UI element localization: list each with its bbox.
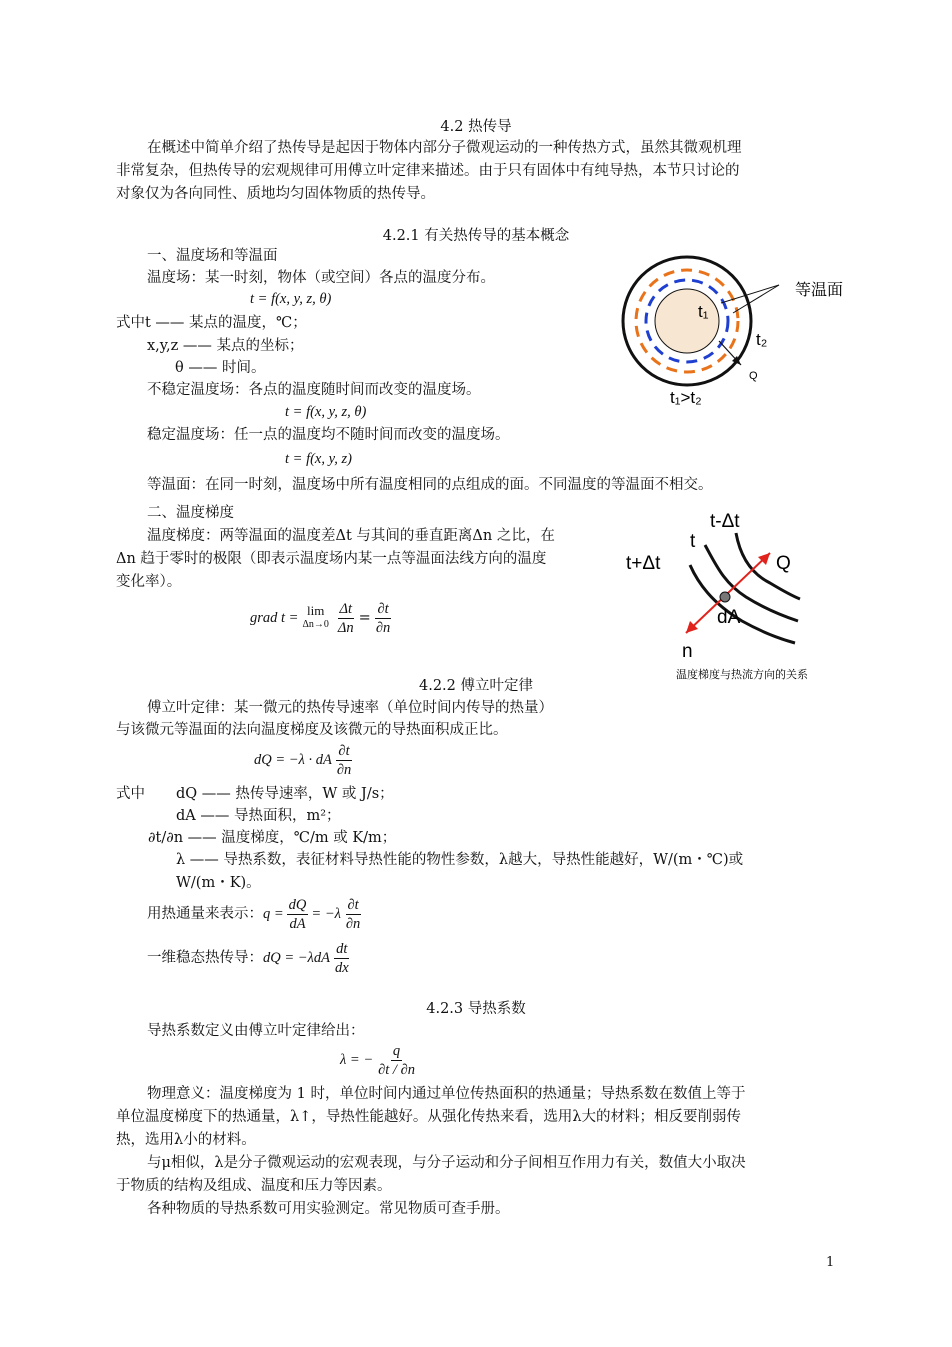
- subsection-title-423: 4.2.3 导热系数: [426, 1001, 526, 1017]
- frac-den: ∂n: [345, 915, 361, 932]
- equation-unsteady: t = f(x, y, z, θ): [285, 404, 367, 420]
- frac-den: ∂n: [375, 619, 391, 636]
- fraction-dq-da: [287, 896, 309, 933]
- where-lambda-unit: W/(m・K)。: [176, 875, 261, 891]
- frac-den: ∂n: [336, 761, 352, 778]
- physical-meaning-1: 物理意义：温度梯度为 1 时，单位时间内通过单位传热面积的热通量；导热系数在数值上等于: [147, 1086, 746, 1102]
- fourier-def-1: 傅立叶定律：某一微元的热传导速率（单位时间内传导的热量）: [147, 700, 553, 716]
- where-da: dA —— 导热面积，m²；: [176, 808, 341, 824]
- conductivity-def-intro: 导热系数定义由傅立叶定律给出：: [147, 1023, 365, 1039]
- frac-num: dQ: [288, 896, 307, 913]
- fraction-dt-dx: [333, 940, 351, 977]
- page-number: 1: [826, 1255, 835, 1270]
- label-t1: t₁: [698, 302, 709, 321]
- gradient-def-3: 变化率）。: [116, 574, 182, 590]
- oned-lhs: dQ = −λdA: [263, 950, 330, 966]
- flux-q: q =: [263, 906, 284, 922]
- label-n: n: [682, 641, 693, 662]
- intro-line-2: 非常复杂，但热传导的宏观规律可用傅立叶定律来描述。由于只有固体中有纯导热，本节只讨论的: [116, 163, 740, 179]
- equals-sign: =: [358, 610, 371, 626]
- where-label: 式中: [116, 786, 145, 802]
- equation-gradient: [250, 598, 395, 638]
- lim-subscript: Δn→0: [302, 619, 329, 630]
- frac-num: ∂t: [377, 600, 389, 617]
- frac-den: dA: [289, 915, 306, 932]
- label-q: Q: [749, 370, 758, 382]
- frac-den: Δn: [337, 619, 354, 636]
- physical-meaning-3: 热，选用λ小的材料。: [116, 1132, 256, 1148]
- figure-caption: 温度梯度与热流方向的关系: [676, 669, 808, 681]
- where-t: 式中t —— 某点的温度，℃；: [116, 315, 307, 331]
- fraction-partial: [374, 600, 392, 637]
- oned-label: 一维稳态热传导：: [147, 950, 263, 966]
- frac-den: dx: [334, 959, 349, 976]
- equation-steady: t = f(x, y, z): [285, 451, 352, 467]
- where-xyz: x,y,z —— 某点的坐标；: [147, 338, 304, 354]
- da-point: [720, 592, 730, 602]
- frac-num: Δt: [339, 600, 353, 617]
- fraction-q-grad: [376, 1042, 417, 1079]
- lim-text: lim: [307, 603, 325, 618]
- where-grad: ∂t/∂n —— 温度梯度，℃/m 或 K/m；: [148, 830, 397, 846]
- flux-label: 用热通量来表示：: [147, 906, 263, 922]
- where-theta: θ —— 时间。: [175, 360, 266, 376]
- core-region: [655, 289, 719, 353]
- fraction-partial: [344, 896, 362, 933]
- label-t: t: [690, 531, 696, 552]
- frac-num: ∂t: [338, 742, 350, 759]
- steady-field-def: 稳定温度场：任一点的温度均不随时间而改变的温度场。: [147, 427, 510, 443]
- label-t1-gt-t2: t₁>t₂: [670, 388, 702, 407]
- heading-temp-gradient: 二、温度梯度: [147, 505, 234, 521]
- fourier-lhs: dQ = −λ · dA: [254, 752, 332, 768]
- isotherm-curve-1: [690, 565, 795, 643]
- label-da: dA: [717, 607, 741, 628]
- equation-temp-field: t = f(x, y, z, θ): [250, 291, 332, 307]
- measurement-note: 各种物质的导热系数可用实验测定。常见物质可查手册。: [147, 1201, 510, 1217]
- gradient-def-1: 温度梯度：两等温面的温度差Δt 与其间的垂直距离Δn 之比，在: [147, 528, 555, 544]
- label-q: Q: [776, 553, 791, 574]
- equation-fourier: [254, 740, 356, 780]
- gradient-lhs: grad t =: [250, 610, 299, 626]
- lambda-lhs: λ = −: [340, 1052, 374, 1068]
- frac-num: dt: [336, 940, 348, 957]
- heading-temp-field: 一、温度场和等温面: [147, 248, 278, 264]
- viscosity-analogy-2: 于物质的结构及组成、温度和压力等因素。: [116, 1178, 392, 1194]
- intro-line-3: 对象仅为各向同性、质地均匀固体物质的热传导。: [116, 186, 435, 202]
- section-title: 4.2 热传导: [440, 119, 512, 135]
- flux-mid: = −λ: [311, 906, 341, 922]
- frac-den: ∂t / ∂n: [378, 1061, 415, 1078]
- isotherm-def: 等温面：在同一时刻，温度场中所有温度相同的点组成的面。不同温度的等温面不相交。: [147, 477, 713, 493]
- isotherm-figure: [615, 255, 875, 415]
- frac-num: ∂t: [347, 896, 359, 913]
- label-t-minus-dt: t-Δt: [710, 511, 740, 532]
- physical-meaning-2: 单位温度梯度下的热通量，λ↑，导热性能越好。从强化传热来看，选用λ大的材料；相反要削弱传: [116, 1109, 742, 1125]
- temp-field-def: 温度场：某一时刻，物体（或空间）各点的温度分布。: [147, 270, 495, 286]
- subsection-title-421: 4.2.1 有关热传导的基本概念: [382, 228, 570, 244]
- where-dq: dQ —— 热传导速率，W 或 J/s；: [176, 786, 394, 802]
- equation-1d-steady: [147, 936, 354, 980]
- unsteady-field-def: 不稳定温度场：各点的温度随时间而改变的温度场。: [147, 382, 481, 398]
- viscosity-analogy-1: 与μ相似，λ是分子微观运动的宏观表现，与分子运动和分子间相互作用力有关，数值大小取决: [147, 1155, 746, 1171]
- gradient-figure: [620, 505, 860, 685]
- subsection-title-422: 4.2.2 傅立叶定律: [418, 678, 533, 694]
- label-t-plus-dt: t+Δt: [626, 553, 661, 574]
- pointer-line-2: [733, 285, 779, 313]
- label-isotherm: 等温面: [795, 282, 844, 299]
- where-lambda: λ —— 导热系数，表征材料导热性能的物性参数，λ越大，导热性能越好，W/(m・℃)或: [176, 852, 744, 868]
- fourier-def-2: 与该微元等温面的法向温度梯度及该微元的导热面积成正比。: [116, 722, 508, 738]
- limit-operator: [302, 604, 328, 632]
- fraction-partial: [335, 742, 353, 779]
- intro-line-1: 在概述中简单介绍了热传导是起因于物体内部分子微观运动的一种传热方式，虽然其微观机理: [147, 140, 742, 156]
- label-t2: t₂: [756, 330, 768, 349]
- fraction-dt-dn: [336, 600, 356, 637]
- frac-num: q: [392, 1042, 401, 1059]
- equation-heat-flux: [147, 892, 365, 936]
- equation-conductivity: [340, 1040, 420, 1080]
- gradient-def-2: Δn 趋于零时的极限（即表示温度场内某一点等温面法线方向的温度: [116, 551, 547, 567]
